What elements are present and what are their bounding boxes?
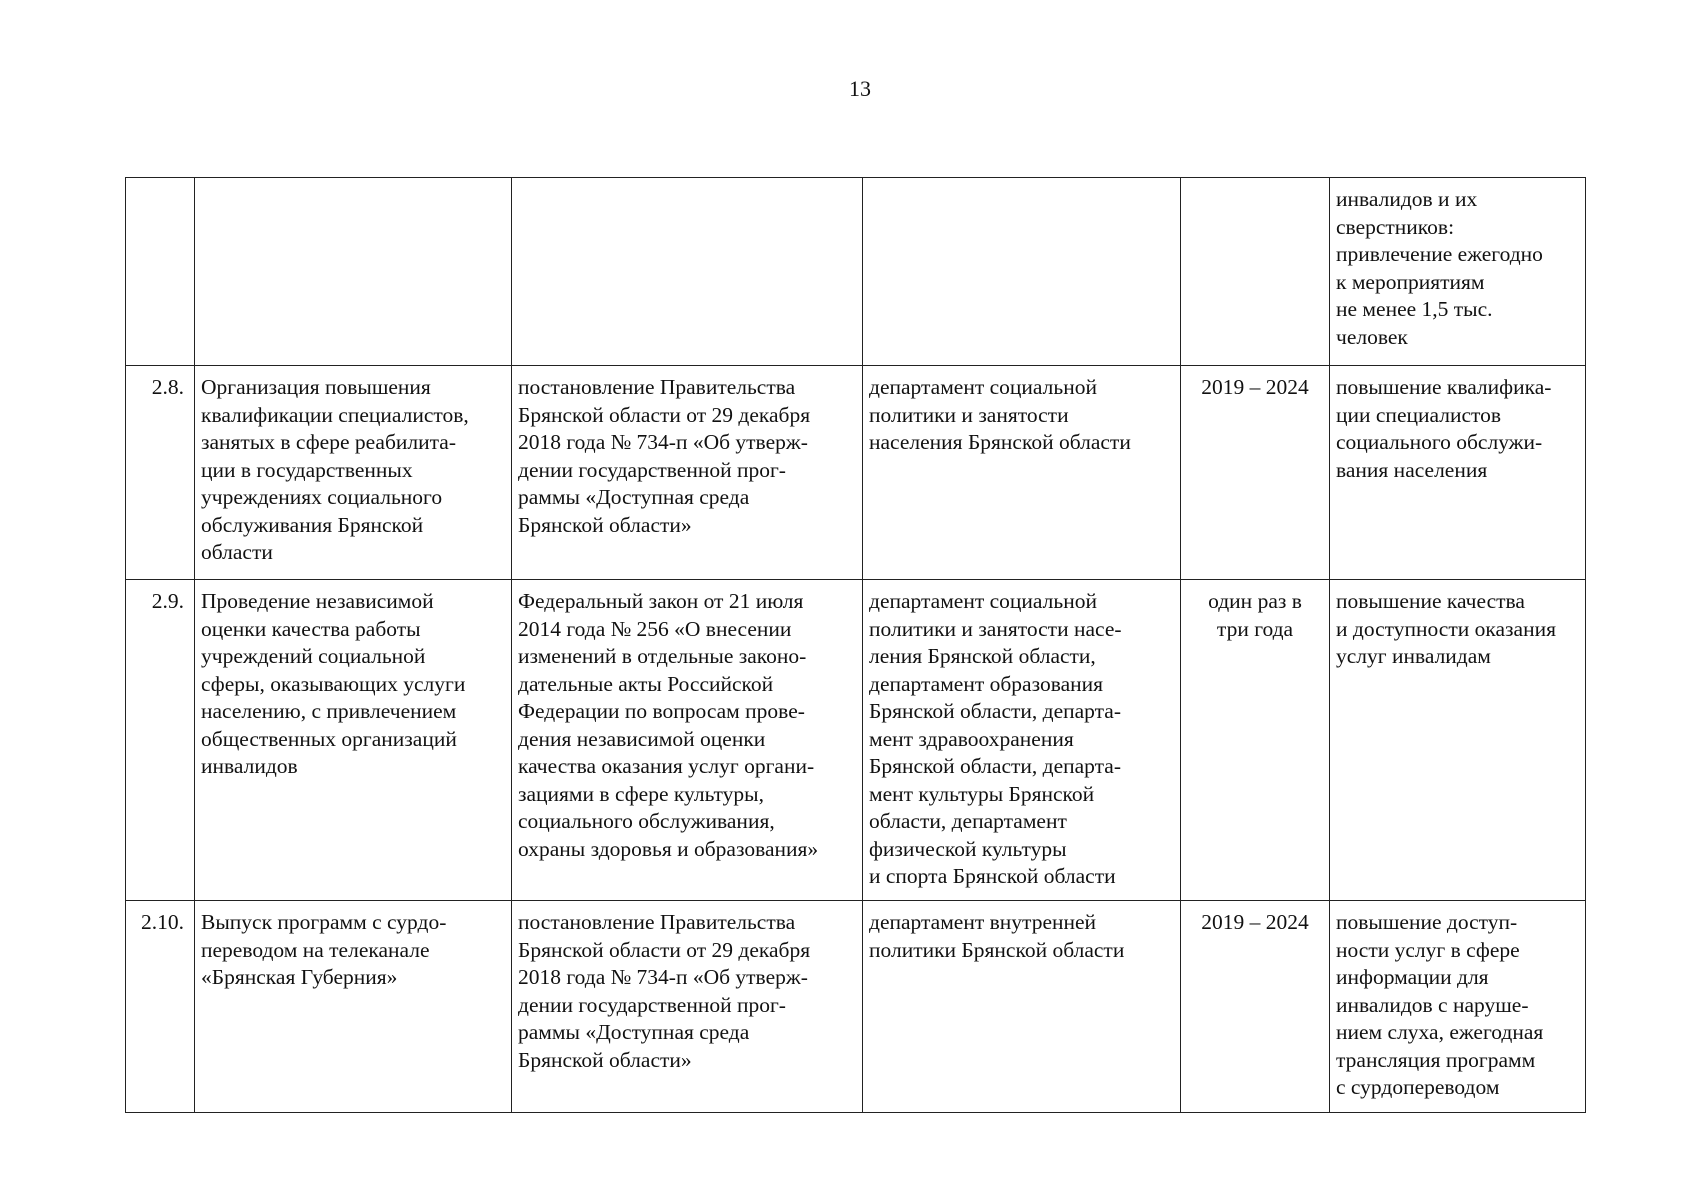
row-number-cell: 2.10. xyxy=(126,901,195,1113)
event-cell: Проведение независимой оценки качества работы учреждений социальной сферы, оказывающих услуги населению, с привлечением общественных организаций инвалидов xyxy=(195,580,512,901)
table-row xyxy=(126,366,1586,580)
result-cell: инвалидов и их сверстников: привлечение ежегодно к мероприятиям не менее 1,5 тыс. человек xyxy=(1330,178,1586,366)
term-cell: один раз в три года xyxy=(1181,580,1330,901)
event-cell: Выпуск программ с сурдо- переводом на телеканале «Брянская Губерния» xyxy=(195,901,512,1113)
executor-cell: департамент внутренней политики Брянской области xyxy=(863,901,1181,1113)
row-number-cell: 2.8. xyxy=(126,366,195,580)
term-cell xyxy=(1181,178,1330,366)
measures-table xyxy=(125,177,1585,1113)
result-cell: повышение качества и доступности оказания услуг инвалидам xyxy=(1330,580,1586,901)
page-number: 13 xyxy=(849,76,871,101)
result-cell: повышение доступ- ности услуг в сфере информации для инвалидов с наруше- нием слуха, ежегодная трансляция программ с сурдопереводом xyxy=(1330,901,1586,1113)
term-cell: 2019 – 2024 xyxy=(1181,366,1330,580)
row-number-cell xyxy=(126,178,195,366)
basis-cell: Федеральный закон от 21 июля 2014 года № 256 «О внесении изменений в отдельные законо- дательные акты Российской Федерации по вопросам прове- дения независимой оценки качества оказания услуг органи- зациями в сфере культуры, социального обслуживания, охраны здоровья и образования» xyxy=(512,580,863,901)
row-number-cell: 2.9. xyxy=(126,580,195,901)
term-cell: 2019 – 2024 xyxy=(1181,901,1330,1113)
executor-cell: департамент социальной политики и занятости насе- ления Брянской области, департамент образования Брянской области, департа- мент здравоохранения Брянской области, департа- мент культуры Брянской области, департамент физической культуры и спорта Брянской области xyxy=(863,580,1181,901)
executor-cell: департамент социальной политики и занятости населения Брянской области xyxy=(863,366,1181,580)
basis-cell: постановление Правительства Брянской области от 29 декабря 2018 года № 734-п «Об утверж- дении государственной прог- раммы «Доступная среда Брянской области» xyxy=(512,901,863,1113)
table-row xyxy=(126,901,1586,1113)
table-row xyxy=(126,178,1586,366)
result-cell: повышение квалифика- ции специалистов социального обслужи- вания населения xyxy=(1330,366,1586,580)
executor-cell xyxy=(863,178,1181,366)
event-cell: Организация повышения квалификации специалистов, занятых в сфере реабилита- ции в государственных учреждениях социального обслуживания Брянской области xyxy=(195,366,512,580)
table-row xyxy=(126,580,1586,901)
event-cell xyxy=(195,178,512,366)
basis-cell: постановление Правительства Брянской области от 29 декабря 2018 года № 734-п «Об утверж- дении государственной прог- раммы «Доступная среда Брянской области» xyxy=(512,366,863,580)
basis-cell xyxy=(512,178,863,366)
